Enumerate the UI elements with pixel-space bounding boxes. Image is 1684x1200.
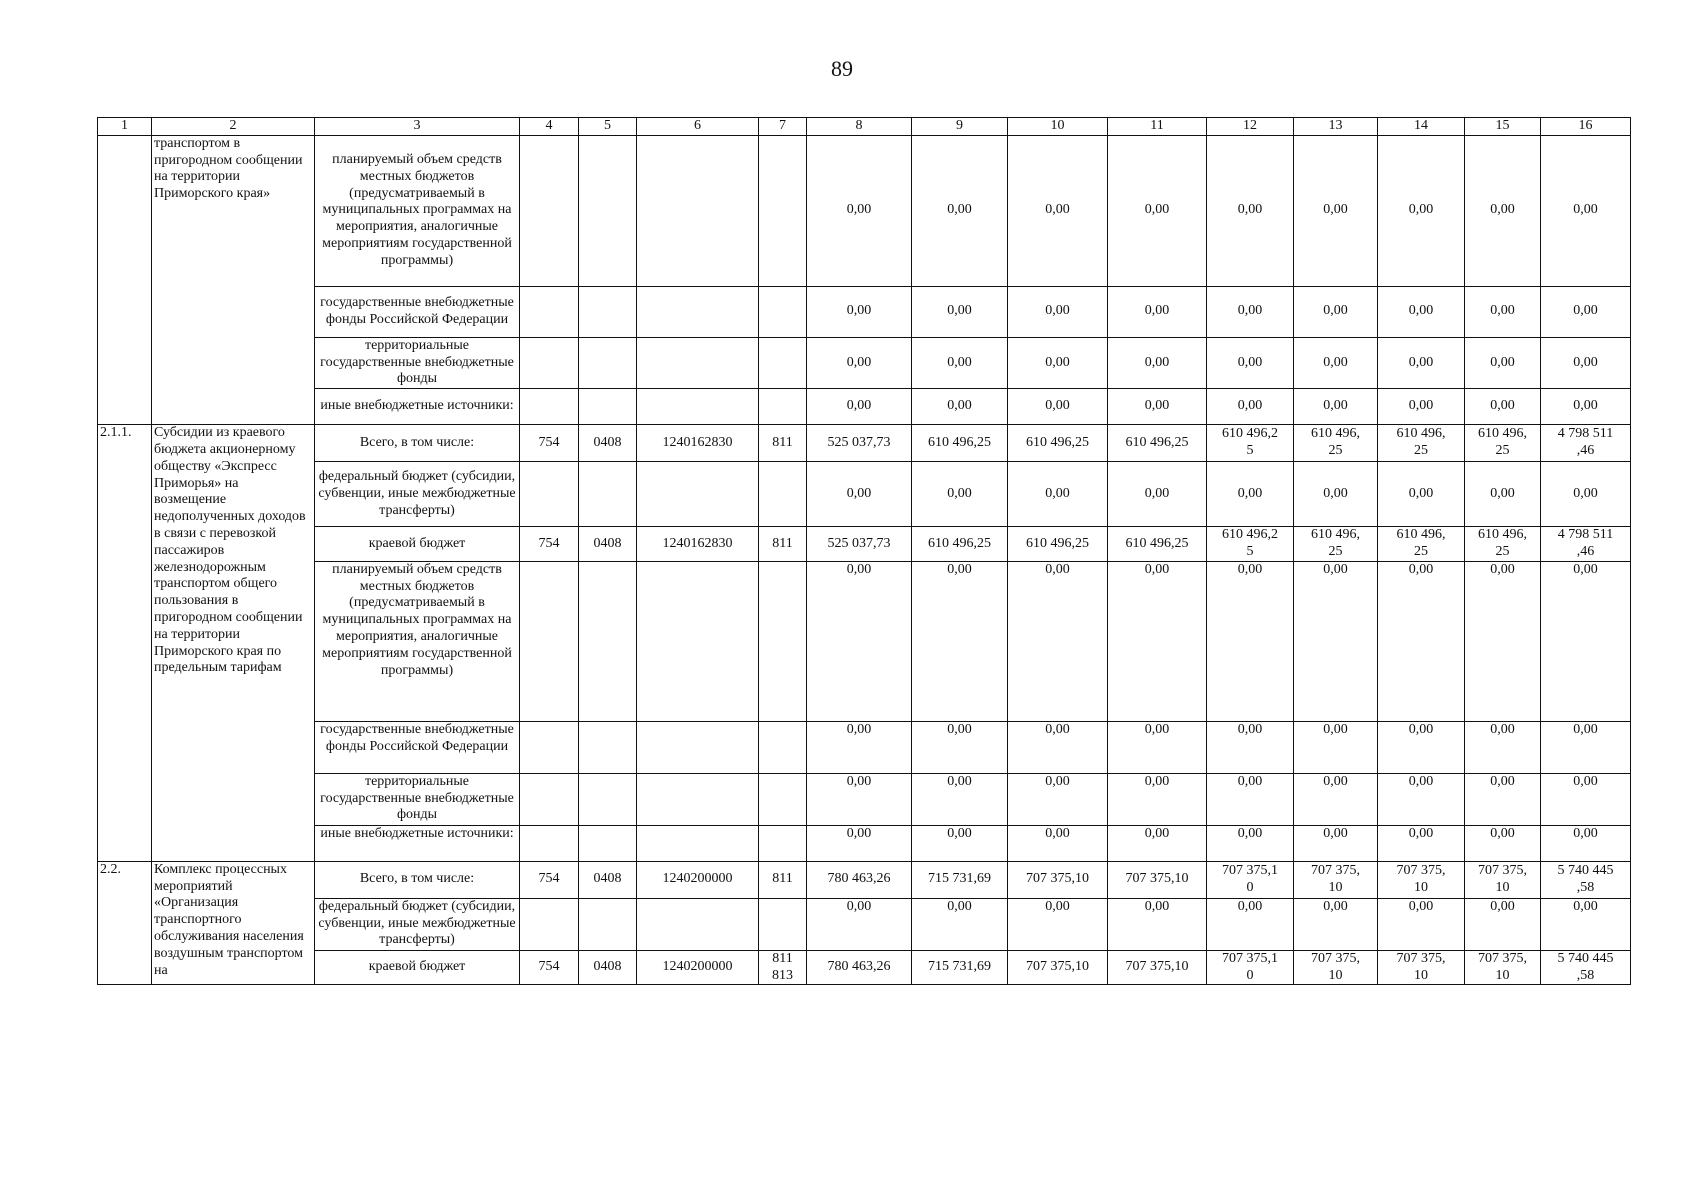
column-header: 15 [1465, 118, 1541, 136]
table-row [98, 389, 1631, 425]
cell-amount: 0,00 [1008, 898, 1108, 950]
cell-amount: 0,00 [1465, 898, 1541, 950]
cell-grbs: 754 [520, 861, 579, 898]
cell-target-item [637, 773, 759, 825]
cell-target-item [637, 389, 759, 425]
cell-expense-type: 811 [759, 527, 807, 562]
cell-amount: 0,00 [1108, 462, 1207, 527]
cell-amount: 0,00 [807, 721, 912, 773]
cell-amount: 0,00 [912, 462, 1008, 527]
column-header: 9 [912, 118, 1008, 136]
cell-amount: 707 375, 10 [1294, 950, 1378, 985]
funding-source: иные внебюджетные источники: [315, 825, 520, 861]
cell-amount: 0,00 [807, 337, 912, 388]
funding-source: Всего, в том числе: [315, 861, 520, 898]
cell-amount: 610 496,2 5 [1207, 425, 1294, 462]
cell-amount: 0,00 [1108, 337, 1207, 388]
measure-name: Субсидии из краевого бюджета акционерному обществу «Экспресс Приморья» на возмещение недополученных доходов в связи с перевозкой пассажиров железнодорожным транспортом общего пользования в пригородном сообщении на территории Приморского края по предельным тарифам [152, 425, 315, 862]
cell-section [579, 773, 637, 825]
cell-amount: 715 731,69 [912, 950, 1008, 985]
measure-name: транспортом в пригородном сообщении на территории Приморского края» [152, 135, 315, 424]
cell-amount: 610 496,2 5 [1207, 527, 1294, 562]
cell-expense-type [759, 337, 807, 388]
cell-amount: 0,00 [1008, 462, 1108, 527]
cell-expense-type [759, 286, 807, 337]
cell-amount: 0,00 [912, 898, 1008, 950]
cell-amount: 0,00 [1207, 337, 1294, 388]
column-header: 6 [637, 118, 759, 136]
cell-amount: 0,00 [1008, 337, 1108, 388]
row-number: 2.2. [98, 861, 152, 985]
cell-amount: 707 375,10 [1108, 950, 1207, 985]
cell-amount: 0,00 [1108, 286, 1207, 337]
cell-amount: 0,00 [807, 773, 912, 825]
cell-section [579, 561, 637, 721]
cell-amount: 0,00 [1541, 721, 1631, 773]
cell-amount: 0,00 [1294, 286, 1378, 337]
cell-amount: 0,00 [912, 286, 1008, 337]
cell-amount: 0,00 [1294, 721, 1378, 773]
cell-amount: 0,00 [1465, 561, 1541, 721]
cell-amount: 0,00 [1207, 389, 1294, 425]
cell-amount: 0,00 [912, 337, 1008, 388]
cell-amount: 0,00 [1294, 337, 1378, 388]
cell-amount: 0,00 [1207, 561, 1294, 721]
cell-section: 0408 [579, 527, 637, 562]
cell-section: 0408 [579, 425, 637, 462]
cell-amount: 0,00 [1465, 389, 1541, 425]
cell-amount: 0,00 [912, 825, 1008, 861]
cell-amount: 4 798 511 ,46 [1541, 527, 1631, 562]
column-header: 13 [1294, 118, 1378, 136]
cell-amount: 0,00 [1294, 561, 1378, 721]
funding-source: планируемый объем средств местных бюджетов (предусматриваемый в муниципальных программах на мероприятия, аналогичные мероприятиям государственной программы) [315, 135, 520, 286]
funding-source: федеральный бюджет (субсидии, субвенции, иные межбюджетные трансферты) [315, 462, 520, 527]
measure-name: Комплекс процессных мероприятий «Организация транспортного обслуживания населения воздушным транспортом на [152, 861, 315, 985]
cell-amount: 0,00 [1541, 389, 1631, 425]
cell-amount: 525 037,73 [807, 527, 912, 562]
cell-amount: 0,00 [1465, 286, 1541, 337]
funding-source: территориальные государственные внебюджетные фонды [315, 773, 520, 825]
cell-amount: 610 496, 25 [1465, 425, 1541, 462]
column-header: 1 [98, 118, 152, 136]
cell-amount: 4 798 511 ,46 [1541, 425, 1631, 462]
cell-amount: 0,00 [807, 462, 912, 527]
cell-amount: 610 496,25 [912, 527, 1008, 562]
table-row [98, 337, 1631, 388]
cell-amount: 707 375, 10 [1294, 861, 1378, 898]
row-number [98, 135, 152, 424]
cell-amount: 610 496, 25 [1294, 527, 1378, 562]
funding-source: государственные внебюджетные фонды Российской Федерации [315, 286, 520, 337]
funding-source: Всего, в том числе: [315, 425, 520, 462]
cell-expense-type [759, 773, 807, 825]
cell-section [579, 825, 637, 861]
cell-amount: 0,00 [1541, 898, 1631, 950]
cell-amount: 5 740 445 ,58 [1541, 950, 1631, 985]
column-header: 4 [520, 118, 579, 136]
cell-amount: 707 375, 10 [1378, 950, 1465, 985]
cell-amount: 0,00 [1378, 773, 1465, 825]
cell-amount: 0,00 [1008, 135, 1108, 286]
cell-expense-type [759, 898, 807, 950]
cell-target-item [637, 898, 759, 950]
cell-amount: 610 496, 25 [1378, 425, 1465, 462]
column-header: 2 [152, 118, 315, 136]
cell-amount: 0,00 [807, 898, 912, 950]
cell-amount: 0,00 [1294, 462, 1378, 527]
cell-expense-type: 811 813 [759, 950, 807, 985]
cell-amount: 0,00 [1008, 825, 1108, 861]
cell-grbs [520, 286, 579, 337]
cell-amount: 610 496,25 [1008, 527, 1108, 562]
cell-amount: 0,00 [1207, 135, 1294, 286]
cell-amount: 0,00 [1108, 721, 1207, 773]
cell-amount: 525 037,73 [807, 425, 912, 462]
cell-amount: 0,00 [1378, 898, 1465, 950]
cell-grbs [520, 721, 579, 773]
cell-amount: 707 375,1 0 [1207, 950, 1294, 985]
cell-section [579, 286, 637, 337]
cell-amount: 0,00 [1378, 561, 1465, 721]
table-row [98, 861, 1631, 898]
cell-expense-type [759, 135, 807, 286]
cell-target-item [637, 337, 759, 388]
funding-source: краевой бюджет [315, 950, 520, 985]
column-header: 3 [315, 118, 520, 136]
cell-amount: 0,00 [1541, 773, 1631, 825]
column-header: 16 [1541, 118, 1631, 136]
cell-amount: 0,00 [807, 825, 912, 861]
funding-source: федеральный бюджет (субсидии, субвенции, иные межбюджетные трансферты) [315, 898, 520, 950]
cell-target-item [637, 462, 759, 527]
cell-section [579, 337, 637, 388]
cell-grbs [520, 898, 579, 950]
cell-amount: 0,00 [1294, 898, 1378, 950]
cell-amount: 0,00 [1465, 825, 1541, 861]
cell-amount: 0,00 [1108, 825, 1207, 861]
table-row [98, 135, 1631, 286]
cell-amount: 707 375,10 [1108, 861, 1207, 898]
table-row [98, 425, 1631, 462]
cell-expense-type [759, 389, 807, 425]
cell-expense-type [759, 462, 807, 527]
cell-section [579, 389, 637, 425]
cell-amount: 0,00 [912, 389, 1008, 425]
cell-amount: 0,00 [807, 135, 912, 286]
cell-amount: 610 496, 25 [1378, 527, 1465, 562]
cell-amount: 707 375, 10 [1465, 950, 1541, 985]
funding-source: иные внебюджетные источники: [315, 389, 520, 425]
cell-amount: 0,00 [1207, 462, 1294, 527]
cell-amount: 0,00 [1207, 286, 1294, 337]
column-header: 5 [579, 118, 637, 136]
cell-amount: 707 375,1 0 [1207, 861, 1294, 898]
column-header: 11 [1108, 118, 1207, 136]
cell-amount: 610 496,25 [1108, 425, 1207, 462]
cell-target-item [637, 286, 759, 337]
cell-amount: 707 375,10 [1008, 950, 1108, 985]
funding-source: государственные внебюджетные фонды Российской Федерации [315, 721, 520, 773]
cell-amount: 0,00 [1207, 773, 1294, 825]
cell-grbs: 754 [520, 425, 579, 462]
cell-target-item: 1240200000 [637, 861, 759, 898]
cell-grbs [520, 825, 579, 861]
cell-amount: 0,00 [1294, 773, 1378, 825]
cell-amount: 0,00 [1108, 898, 1207, 950]
column-header: 10 [1008, 118, 1108, 136]
cell-amount: 0,00 [912, 773, 1008, 825]
funding-source: краевой бюджет [315, 527, 520, 562]
cell-target-item [637, 721, 759, 773]
cell-amount: 0,00 [1294, 135, 1378, 286]
cell-target-item [637, 825, 759, 861]
table-row [98, 825, 1631, 861]
cell-amount: 610 496, 25 [1465, 527, 1541, 562]
cell-amount: 0,00 [1378, 389, 1465, 425]
funding-source: планируемый объем средств местных бюджетов (предусматриваемый в муниципальных программах на мероприятия, аналогичные мероприятиям государственной программы) [315, 561, 520, 721]
column-header: 12 [1207, 118, 1294, 136]
cell-expense-type [759, 721, 807, 773]
cell-amount: 0,00 [1008, 286, 1108, 337]
cell-amount: 0,00 [1541, 337, 1631, 388]
page-number: 89 [831, 56, 853, 81]
cell-amount: 707 375,10 [1008, 861, 1108, 898]
cell-amount: 0,00 [1108, 561, 1207, 721]
cell-expense-type [759, 561, 807, 721]
cell-grbs [520, 462, 579, 527]
cell-amount: 0,00 [1541, 462, 1631, 527]
cell-amount: 0,00 [1465, 462, 1541, 527]
cell-amount: 0,00 [1207, 721, 1294, 773]
cell-amount: 0,00 [912, 135, 1008, 286]
column-header: 14 [1378, 118, 1465, 136]
cell-grbs [520, 337, 579, 388]
cell-amount: 0,00 [1207, 825, 1294, 861]
cell-amount: 707 375, 10 [1465, 861, 1541, 898]
cell-expense-type [759, 825, 807, 861]
cell-amount: 610 496,25 [912, 425, 1008, 462]
table-row [98, 527, 1631, 562]
cell-amount: 0,00 [1294, 825, 1378, 861]
budget-table [97, 117, 1631, 985]
cell-amount: 0,00 [1378, 337, 1465, 388]
cell-grbs [520, 135, 579, 286]
cell-amount: 0,00 [1008, 721, 1108, 773]
cell-amount: 0,00 [1294, 389, 1378, 425]
cell-amount: 0,00 [1008, 773, 1108, 825]
cell-amount: 610 496, 25 [1294, 425, 1378, 462]
cell-amount: 0,00 [1108, 389, 1207, 425]
table-row [98, 286, 1631, 337]
cell-amount: 0,00 [1541, 825, 1631, 861]
cell-grbs [520, 773, 579, 825]
cell-amount: 0,00 [1378, 286, 1465, 337]
cell-target-item: 1240162830 [637, 425, 759, 462]
cell-amount: 0,00 [1541, 561, 1631, 721]
cell-section [579, 721, 637, 773]
cell-target-item: 1240200000 [637, 950, 759, 985]
cell-grbs: 754 [520, 527, 579, 562]
cell-amount: 780 463,26 [807, 950, 912, 985]
cell-amount: 0,00 [1008, 389, 1108, 425]
cell-amount: 0,00 [1465, 337, 1541, 388]
cell-amount: 0,00 [1207, 898, 1294, 950]
cell-amount: 0,00 [1465, 721, 1541, 773]
cell-amount: 0,00 [1008, 561, 1108, 721]
table-row [98, 721, 1631, 773]
cell-amount: 610 496,25 [1008, 425, 1108, 462]
cell-amount: 0,00 [1465, 135, 1541, 286]
cell-amount: 0,00 [912, 561, 1008, 721]
cell-amount: 780 463,26 [807, 861, 912, 898]
cell-grbs [520, 561, 579, 721]
cell-amount: 0,00 [1378, 462, 1465, 527]
cell-amount: 0,00 [807, 389, 912, 425]
cell-amount: 5 740 445 ,58 [1541, 861, 1631, 898]
row-number: 2.1.1. [98, 425, 152, 862]
cell-amount: 0,00 [1465, 773, 1541, 825]
cell-amount: 707 375, 10 [1378, 861, 1465, 898]
cell-grbs [520, 389, 579, 425]
cell-amount: 0,00 [807, 286, 912, 337]
table-row [98, 773, 1631, 825]
cell-amount: 0,00 [1378, 135, 1465, 286]
cell-amount: 0,00 [1378, 825, 1465, 861]
cell-section: 0408 [579, 861, 637, 898]
cell-amount: 0,00 [1541, 286, 1631, 337]
table-row [98, 561, 1631, 721]
cell-target-item [637, 135, 759, 286]
table-row [98, 462, 1631, 527]
cell-section [579, 898, 637, 950]
cell-amount: 0,00 [1108, 135, 1207, 286]
cell-section: 0408 [579, 950, 637, 985]
cell-amount: 0,00 [912, 721, 1008, 773]
table-header-row [98, 118, 1631, 136]
cell-amount: 0,00 [1108, 773, 1207, 825]
cell-amount: 0,00 [1541, 135, 1631, 286]
column-header: 7 [759, 118, 807, 136]
cell-amount: 715 731,69 [912, 861, 1008, 898]
cell-target-item: 1240162830 [637, 527, 759, 562]
cell-target-item [637, 561, 759, 721]
table-row [98, 898, 1631, 950]
funding-source: территориальные государственные внебюджетные фонды [315, 337, 520, 388]
cell-amount: 610 496,25 [1108, 527, 1207, 562]
cell-section [579, 135, 637, 286]
cell-section [579, 462, 637, 527]
cell-expense-type: 811 [759, 861, 807, 898]
cell-grbs: 754 [520, 950, 579, 985]
table-row [98, 950, 1631, 985]
cell-amount: 0,00 [807, 561, 912, 721]
column-header: 8 [807, 118, 912, 136]
cell-amount: 0,00 [1378, 721, 1465, 773]
cell-expense-type: 811 [759, 425, 807, 462]
